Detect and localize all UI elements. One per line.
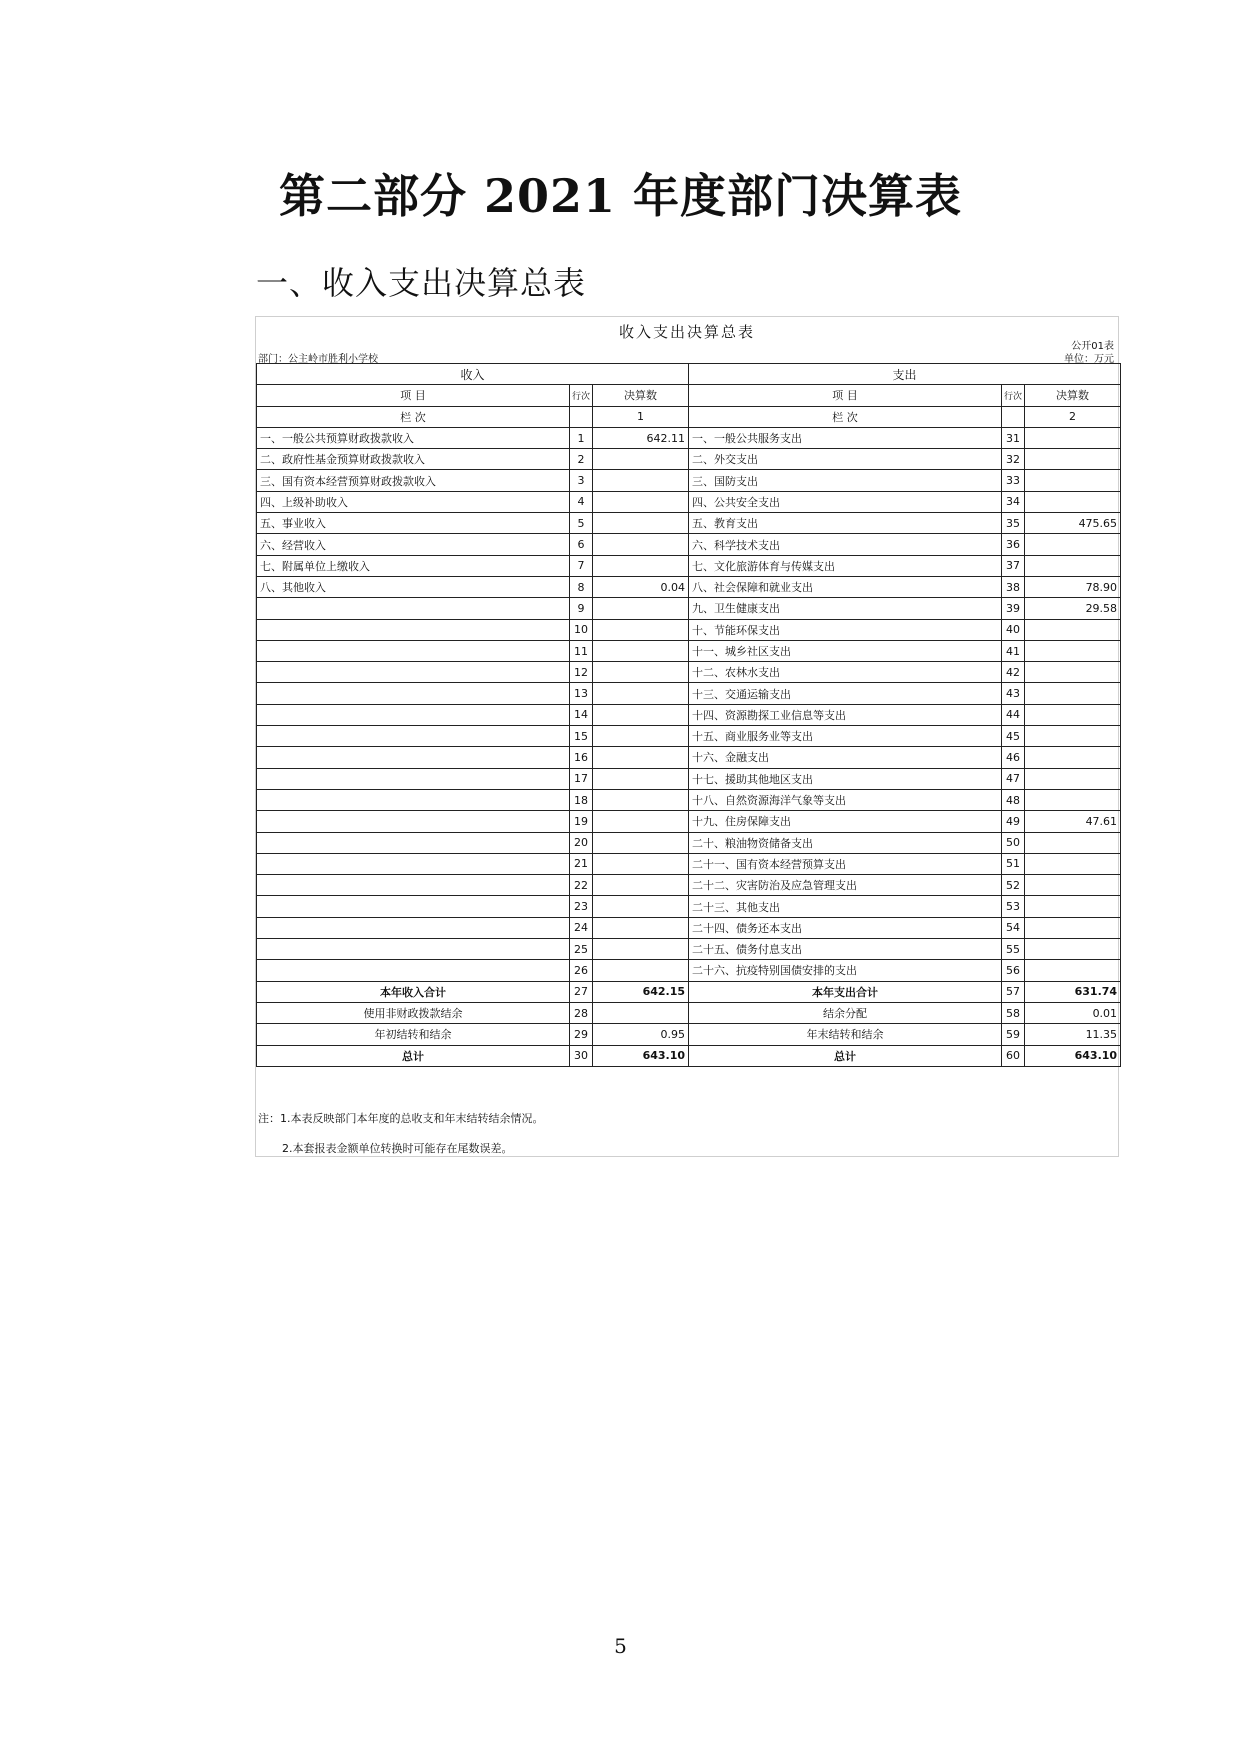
income-item [257,619,570,640]
expense-item: 二十五、债务付息支出 [689,939,1002,960]
income-line-no: 27 [570,981,593,1002]
expense-amount: 11.35 [1025,1024,1121,1045]
expense-summary-item: 年末结转和结余 [689,1024,1002,1045]
income-line-no: 6 [570,534,593,555]
expense-item: 十、节能环保支出 [689,619,1002,640]
expense-line-no: 36 [1002,534,1025,555]
income-amount [593,513,689,534]
income-item [257,960,570,981]
income-line-no: 28 [570,1002,593,1023]
table-row [257,896,1121,917]
expense-amount [1025,768,1121,789]
table-row [257,726,1121,747]
expense-item: 十七、援助其他地区支出 [689,768,1002,789]
expense-amount [1025,789,1121,810]
income-item-header: 项 目 [257,385,570,406]
expense-amount [1025,896,1121,917]
income-amount [593,491,689,512]
income-item: 五、事业收入 [257,513,570,534]
column-header-row [257,385,1121,406]
expense-amount [1025,427,1121,448]
income-item [257,726,570,747]
expense-amount [1025,960,1121,981]
income-item [257,747,570,768]
expense-amount [1025,726,1121,747]
table-body [257,364,1121,1067]
income-line-no: 24 [570,917,593,938]
table-row [257,576,1121,597]
expense-amount [1025,683,1121,704]
income-amount [593,853,689,874]
expense-line-no: 45 [1002,726,1025,747]
table-row [257,747,1121,768]
income-line-no: 9 [570,598,593,619]
income-amount [593,470,689,491]
expense-line-no: 49 [1002,811,1025,832]
expense-amount: 0.01 [1025,1002,1121,1023]
income-column-number: 1 [593,406,689,427]
expense-item: 三、国防支出 [689,470,1002,491]
table-row [257,789,1121,810]
income-summary-item: 本年收入合计 [257,981,570,1002]
income-expense-sheet [255,316,1119,1157]
income-amount-header: 决算数 [593,385,689,406]
income-lanci-label: 栏 次 [257,406,570,427]
expense-amount [1025,939,1121,960]
income-line-no: 1 [570,427,593,448]
income-amount [593,619,689,640]
income-line-no: 3 [570,470,593,491]
income-line-no: 21 [570,853,593,874]
expense-item: 十八、自然资源海洋气象等支出 [689,789,1002,810]
expense-item: 七、文化旅游体育与传媒支出 [689,555,1002,576]
income-line-no: 8 [570,576,593,597]
income-line-no: 11 [570,640,593,661]
expense-amount [1025,832,1121,853]
section-header-row [257,364,1121,385]
income-amount [593,640,689,661]
income-amount [593,896,689,917]
section-title: 一、收入支出决算总表 [256,264,587,302]
expense-line-no: 32 [1002,449,1025,470]
income-item: 三、国有资本经营预算财政拨款收入 [257,470,570,491]
income-amount: 642.15 [593,981,689,1002]
table-row [257,513,1121,534]
income-amount [593,555,689,576]
expense-item: 六、科学技术支出 [689,534,1002,555]
expense-amount: 78.90 [1025,576,1121,597]
income-item: 八、其他收入 [257,576,570,597]
expense-item: 二十六、抗疫特别国债安排的支出 [689,960,1002,981]
income-line-no: 7 [570,555,593,576]
note-2: 2.本套报表金额单位转换时可能存在尾数误差。 [282,1142,513,1155]
income-line-no: 29 [570,1024,593,1045]
notes [258,1104,544,1164]
expense-amount [1025,534,1121,555]
income-line-no: 18 [570,789,593,810]
income-amount: 642.11 [593,427,689,448]
income-amount [593,789,689,810]
expense-line-no: 42 [1002,662,1025,683]
summary-row [257,1024,1121,1045]
expense-item: 十三、交通运输支出 [689,683,1002,704]
table-row [257,875,1121,896]
income-item [257,939,570,960]
income-amount [593,449,689,470]
expense-line-no: 37 [1002,555,1025,576]
income-summary-item: 总计 [257,1045,570,1066]
expense-amount: 631.74 [1025,981,1121,1002]
page-number: 5 [614,1634,627,1658]
income-amount: 0.04 [593,576,689,597]
expense-item: 二十三、其他支出 [689,896,1002,917]
expense-amount [1025,555,1121,576]
expense-header: 支出 [689,364,1121,385]
expense-line-no: 44 [1002,704,1025,725]
expense-amount [1025,449,1121,470]
expense-lanci-label: 栏 次 [689,406,1002,427]
income-amount [593,832,689,853]
income-amount [593,747,689,768]
table-row [257,853,1121,874]
expense-item: 二十一、国有资本经营预算支出 [689,853,1002,874]
income-item: 六、经营收入 [257,534,570,555]
income-item [257,598,570,619]
income-line-no: 14 [570,704,593,725]
income-line-header: 行次 [570,385,593,406]
expense-item: 十九、住房保障支出 [689,811,1002,832]
summary-row [257,1002,1121,1023]
page-title: 第二部分 2021 年度部门决算表 [278,169,963,223]
expense-item: 十一、城乡社区支出 [689,640,1002,661]
income-line-no: 4 [570,491,593,512]
table-row [257,939,1121,960]
income-item [257,768,570,789]
expense-item: 十二、农林水支出 [689,662,1002,683]
table-row [257,768,1121,789]
income-line-no: 17 [570,768,593,789]
income-amount [593,1002,689,1023]
expense-amount [1025,491,1121,512]
income-line-no: 19 [570,811,593,832]
income-amount [593,811,689,832]
expense-line-no: 43 [1002,683,1025,704]
summary-row [257,981,1121,1002]
income-item [257,832,570,853]
expense-amount [1025,747,1121,768]
column-number-row [257,406,1121,427]
table-row [257,662,1121,683]
income-item [257,640,570,661]
expense-amount [1025,619,1121,640]
expense-line-no: 41 [1002,640,1025,661]
table-row [257,534,1121,555]
expense-amount [1025,470,1121,491]
income-item: 七、附属单位上缴收入 [257,555,570,576]
table-row [257,832,1121,853]
expense-line-no: 52 [1002,875,1025,896]
expense-amount [1025,917,1121,938]
income-item [257,811,570,832]
income-item [257,662,570,683]
expense-line-no: 51 [1002,853,1025,874]
expense-amount: 47.61 [1025,811,1121,832]
income-line-no: 16 [570,747,593,768]
expense-line-no: 34 [1002,491,1025,512]
income-item: 一、一般公共预算财政拨款收入 [257,427,570,448]
expense-line-no: 47 [1002,768,1025,789]
table-row [257,619,1121,640]
income-line-no: 2 [570,449,593,470]
income-amount [593,917,689,938]
income-item: 二、政府性基金预算财政拨款收入 [257,449,570,470]
income-amount [593,534,689,555]
expense-item-header: 项 目 [689,385,1002,406]
income-item [257,704,570,725]
expense-item: 二十、粮油物资储备支出 [689,832,1002,853]
expense-line-no: 50 [1002,832,1025,853]
expense-line-no: 35 [1002,513,1025,534]
table-row [257,640,1121,661]
expense-lanci-empty [1002,406,1025,427]
income-line-no: 25 [570,939,593,960]
income-item: 四、上级补助收入 [257,491,570,512]
table-row [257,470,1121,491]
expense-item: 十五、商业服务业等支出 [689,726,1002,747]
income-item [257,683,570,704]
expense-amount [1025,704,1121,725]
expense-amount-header: 决算数 [1025,385,1121,406]
table-row [257,491,1121,512]
income-header: 收入 [257,364,689,385]
expense-line-no: 39 [1002,598,1025,619]
income-item [257,896,570,917]
expense-line-no: 60 [1002,1045,1025,1066]
income-line-no: 26 [570,960,593,981]
table-row [257,449,1121,470]
expense-line-no: 53 [1002,896,1025,917]
income-item [257,917,570,938]
expense-line-no: 40 [1002,619,1025,640]
income-amount [593,768,689,789]
income-amount [593,662,689,683]
expense-line-no: 33 [1002,470,1025,491]
expense-summary-item: 本年支出合计 [689,981,1002,1002]
expense-amount [1025,662,1121,683]
table-title: 收入支出决算总表 [618,323,755,341]
income-amount: 643.10 [593,1045,689,1066]
expense-item: 八、社会保障和就业支出 [689,576,1002,597]
expense-line-no: 54 [1002,917,1025,938]
expense-line-header: 行次 [1002,385,1025,406]
expense-line-no: 55 [1002,939,1025,960]
unit-label: 单位：万元 [1064,354,1114,365]
expense-item: 二十二、灾害防治及应急管理支出 [689,875,1002,896]
table-row [257,917,1121,938]
income-amount [593,939,689,960]
summary-table [256,363,1121,1067]
expense-line-no: 57 [1002,981,1025,1002]
expense-amount [1025,640,1121,661]
income-amount [593,683,689,704]
table-row [257,960,1121,981]
expense-item: 二、外交支出 [689,449,1002,470]
income-line-no: 20 [570,832,593,853]
income-summary-item: 年初结转和结余 [257,1024,570,1045]
expense-item: 十四、资源勘探工业信息等支出 [689,704,1002,725]
table-row [257,598,1121,619]
income-line-no: 30 [570,1045,593,1066]
expense-item: 五、教育支出 [689,513,1002,534]
income-line-no: 15 [570,726,593,747]
income-line-no: 10 [570,619,593,640]
income-item [257,853,570,874]
income-lanci-empty [570,406,593,427]
income-item [257,875,570,896]
income-amount [593,704,689,725]
expense-item: 十六、金融支出 [689,747,1002,768]
income-item [257,789,570,810]
expense-line-no: 46 [1002,747,1025,768]
note-1: 注：1.本表反映部门本年度的总收支和年末结转结余情况。 [258,1112,544,1125]
income-line-no: 22 [570,875,593,896]
expense-summary-item: 结余分配 [689,1002,1002,1023]
expense-summary-item: 总计 [689,1045,1002,1066]
expense-line-no: 38 [1002,576,1025,597]
income-line-no: 13 [570,683,593,704]
expense-line-no: 56 [1002,960,1025,981]
income-summary-item: 使用非财政拨款结余 [257,1002,570,1023]
expense-line-no: 31 [1002,427,1025,448]
table-row [257,427,1121,448]
summary-row [257,1045,1121,1066]
income-amount [593,960,689,981]
income-line-no: 5 [570,513,593,534]
income-amount [593,875,689,896]
expense-line-no: 59 [1002,1024,1025,1045]
expense-amount [1025,853,1121,874]
table-row [257,683,1121,704]
expense-item: 一、一般公共服务支出 [689,427,1002,448]
expense-line-no: 48 [1002,789,1025,810]
table-row [257,555,1121,576]
expense-amount: 29.58 [1025,598,1121,619]
expense-amount: 643.10 [1025,1045,1121,1066]
expense-item: 二十四、债务还本支出 [689,917,1002,938]
table-row [257,704,1121,725]
income-line-no: 23 [570,896,593,917]
income-line-no: 12 [570,662,593,683]
income-amount: 0.95 [593,1024,689,1045]
expense-item: 九、卫生健康支出 [689,598,1002,619]
income-amount [593,726,689,747]
department-label: 部门：公主岭市胜利小学校 [258,354,378,365]
table-code: 公开01表 [1071,341,1114,352]
expense-column-number: 2 [1025,406,1121,427]
expense-amount [1025,875,1121,896]
expense-amount: 475.65 [1025,513,1121,534]
income-amount [593,598,689,619]
table-row [257,811,1121,832]
expense-line-no: 58 [1002,1002,1025,1023]
expense-item: 四、公共安全支出 [689,491,1002,512]
